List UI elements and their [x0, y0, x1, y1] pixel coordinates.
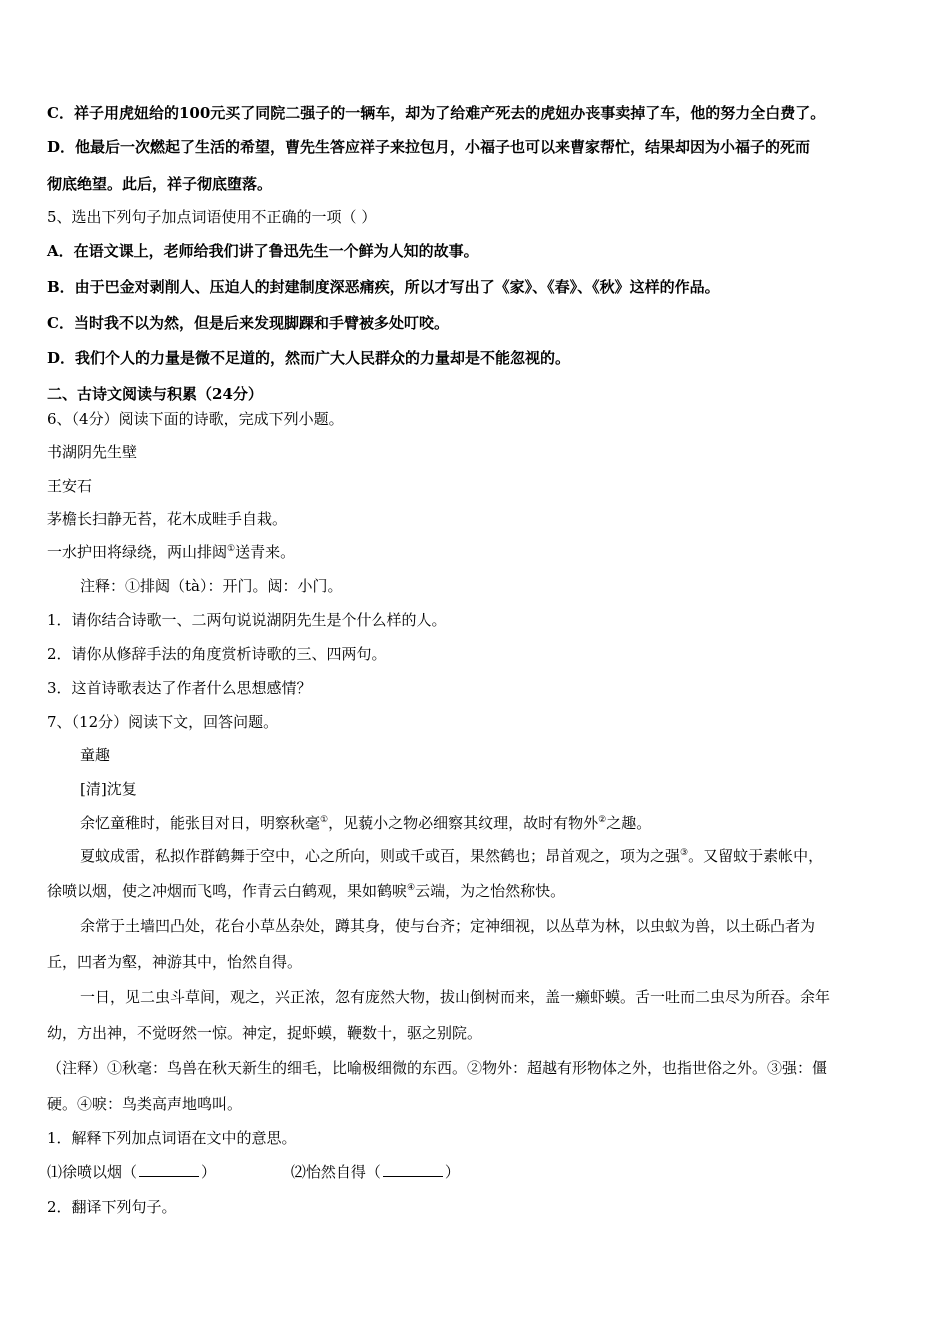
passage-paragraph-1 — [80, 813, 651, 833]
q5-stem: 5、选出下列句子加点词语使用不正确的一项（ ） — [47, 208, 377, 226]
q6-sub1: 1．请你结合诗歌一、二两句说说湖阴先生是个什么样的人。 — [47, 611, 447, 629]
item-2-label: ⑵怡然自得（ — [290, 1163, 381, 1181]
q4-option-d-line2: 彻底绝望。此后，祥子彻底堕落。 — [47, 175, 273, 193]
q7-stem: 7、（12分）阅读下文，回答问题。 — [47, 713, 279, 731]
item-1-label: ⑴徐喷以烟（ — [47, 1163, 138, 1181]
answer-blank-2[interactable] — [383, 1162, 443, 1177]
p2-line2-part-b: 云端，为之怡然称快。 — [415, 882, 566, 900]
poem-title: 书湖阴先生壁 — [47, 443, 138, 461]
poem-line-1: 茅檐长扫静无苔，花木成畦手自栽。 — [47, 510, 288, 528]
poem-line-2-part-a: 一水护田将绿绕，两山排闼 — [47, 543, 228, 561]
q7-sub1-items — [47, 1162, 460, 1182]
section2-title: 二、古诗文阅读与积累（24分） — [47, 385, 263, 403]
passage-paragraph-4-line1: 一日，见二虫斗草间，观之，兴正浓，忽有庞然大物，拔山倒树而来，盖一癞虾蟆。舌一吐而二虫尽为所吞。余年 — [80, 988, 831, 1006]
passage-title: 童趣 — [80, 746, 111, 764]
q6-stem: 6、（4分）阅读下面的诗歌，完成下列小题。 — [47, 410, 344, 428]
passage-paragraph-3-line2: 丘，凹者为壑，神游其中，怡然自得。 — [47, 953, 303, 971]
p2-line1-part-a: 夏蚊成雷，私拟作群鹤舞于空中，心之所向，则或千或百，果然鹤也；昂首观之，项为之强 — [80, 847, 681, 865]
poem-note: 注释：①排闼（tà）：开门。闼：小门。 — [80, 577, 343, 595]
close-paren: ） — [201, 1163, 217, 1181]
q6-sub3: 3．这首诗歌表达了作者什么思想感情？ — [47, 679, 312, 697]
q5-option-c: C．当时我不以为然，但是后来发现脚踝和手臂被多处叮咬。 — [47, 314, 449, 332]
p1-part-b: ，见藐小之物必细察其纹理，故时有物外 — [328, 814, 599, 832]
q5-option-a: A．在语文课上，老师给我们讲了鲁迅先生一个鲜为人知的故事。 — [47, 242, 479, 260]
passage-paragraph-4-line2: 幼，方出神，不觉呀然一惊。神定，捉虾蟆，鞭数十，驱之别院。 — [47, 1024, 483, 1042]
q4-option-c: C．祥子用虎妞给的100元买了同院二强子的一辆车，却为了给难产死去的虎妞办丧事卖掉了车，他的努力全白费了。 — [47, 104, 826, 122]
footnote-marker: ② — [598, 815, 607, 825]
footnote-marker: ③ — [680, 848, 689, 858]
footnote-marker: ① — [320, 815, 329, 825]
p2-line1-part-b: 。又留蚊于素帐中， — [688, 847, 824, 865]
q7-sub1: 1．解释下列加点词语在文中的意思。 — [47, 1129, 297, 1147]
poem-line-2-part-b: 送青来。 — [235, 543, 296, 561]
p1-part-a: 余忆童稚时，能张目对日，明察秋毫 — [80, 814, 321, 832]
q7-sub2: 2．翻译下列句子。 — [47, 1198, 177, 1216]
p2-line2-part-a: 徐喷以烟，使之冲烟而飞鸣，作青云白鹤观，果如鹤唳 — [47, 882, 408, 900]
footnote-marker: ④ — [407, 883, 416, 893]
footnote-marker: ① — [227, 544, 236, 554]
q5-option-d: D．我们个人的力量是微不足道的，然而广大人民群众的力量却是不能忽视的。 — [47, 349, 571, 367]
q6-sub2: 2．请你从修辞手法的角度赏析诗歌的三、四两句。 — [47, 645, 387, 663]
passage-notes-line2: 硬。④唳：鸟类高声地鸣叫。 — [47, 1095, 243, 1113]
q4-option-d-line1: D．他最后一次燃起了生活的希望，曹先生答应祥子来拉包月，小福子也可以来曹家帮忙，结果却因为小福子的死而 — [47, 138, 811, 156]
close-paren: ） — [444, 1163, 460, 1181]
passage-paragraph-3-line1: 余常于土墙凹凸处，花台小草丛杂处，蹲其身，使与台齐；定神细视，以丛草为林，以虫蚁为兽，以土砾凸者为 — [80, 917, 816, 935]
q5-option-b: B．由于巴金对剥削人、压迫人的封建制度深恶痛疾，所以才写出了《家》、《春》、《秋》这样的作品。 — [47, 278, 720, 296]
poem-line-2 — [47, 542, 295, 562]
p1-part-c: 之趣。 — [606, 814, 652, 832]
passage-paragraph-2-line1 — [80, 846, 823, 866]
poem-author: 王安石 — [47, 477, 93, 495]
passage-notes-line1: （注释）①秋毫：鸟兽在秋天新生的细毛，比喻极细微的东西。②物外：超越有形物体之外，也指世俗之外。③强：僵 — [47, 1059, 828, 1077]
answer-blank-1[interactable] — [139, 1162, 199, 1177]
passage-author: [清]沈复 — [80, 780, 137, 798]
passage-paragraph-2-line2 — [47, 881, 565, 901]
